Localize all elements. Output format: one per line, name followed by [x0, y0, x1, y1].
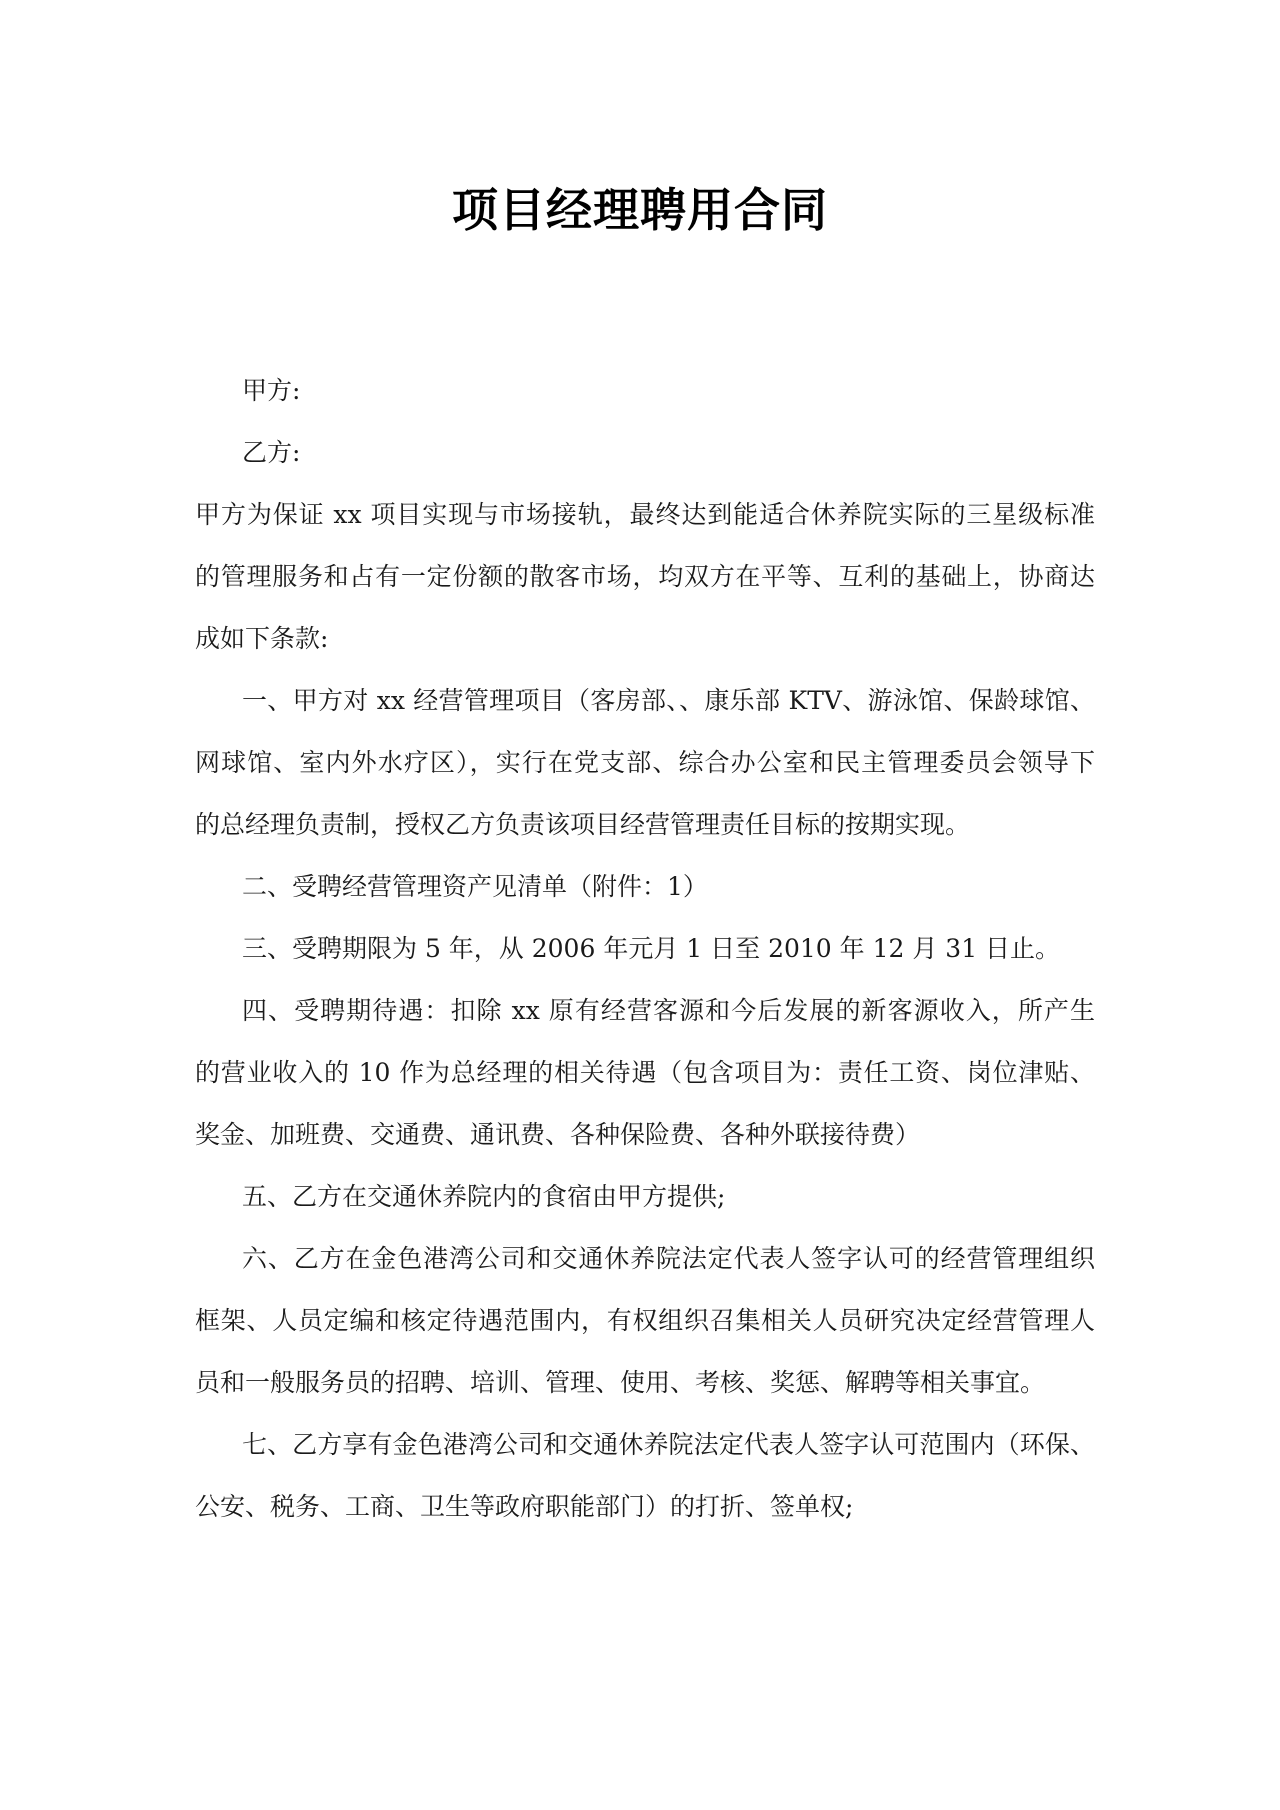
clause-1-line-1: 一、甲方对 xx 经营管理项目（客房部、、康乐部 KTV、游泳馆、保龄球馆、: [242, 686, 1095, 715]
clause-7-line-1: 七、乙方享有金色港湾公司和交通休养院法定代表人签字认可范围内（环保、: [242, 1430, 1095, 1459]
document-title: 项目经理聘用合同: [452, 183, 828, 237]
clause-4-line-2: 的营业收入的 10 作为总经理的相关待遇（包含项目为：责任工资、岗位津贴、: [195, 1058, 1095, 1087]
clause-6-line-2: 框架、人员定编和核定待遇范围内，有权组织召集相关人员研究决定经营管理人: [195, 1306, 1095, 1335]
clause-4-line-3: 奖金、加班费、交通费、通讯费、各种保险费、各种外联接待费）: [195, 1120, 921, 1149]
clause-5: 五、乙方在交通休养院内的食宿由甲方提供;: [242, 1182, 726, 1211]
clause-7-line-2: 公安、税务、工商、卫生等政府职能部门）的打折、签单权;: [195, 1492, 854, 1521]
preamble-line-2: 的管理服务和占有一定份额的散客市场，均双方在平等、互利的基础上，协商达: [195, 562, 1095, 591]
preamble-line-1: 甲方为保证 xx 项目实现与市场接轨，最终达到能适合休养院实际的三星级标准: [195, 500, 1095, 529]
clause-2: 二、受聘经营管理资产见清单（附件：1）: [242, 872, 708, 901]
clause-1-line-2: 网球馆、室内外水疗区），实行在党支部、综合办公室和民主管理委员会领导下: [195, 748, 1095, 777]
clause-1-line-3: 的总经理负责制，授权乙方负责该项目经营管理责任目标的按期实现。: [195, 810, 971, 839]
party-a-line: 甲方:: [242, 376, 301, 405]
preamble-line-3: 成如下条款:: [195, 624, 329, 653]
clause-4-line-1: 四、受聘期待遇：扣除 xx 原有经营客源和今后发展的新客源收入，所产生: [242, 996, 1095, 1025]
clause-3: 三、受聘期限为 5 年，从 2006 年元月 1 日至 2010 年 12 月 31 日止。: [242, 934, 1061, 963]
party-b-line: 乙方:: [242, 438, 301, 467]
clause-6-line-3: 员和一般服务员的招聘、培训、管理、使用、考核、奖惩、解聘等相关事宜。: [195, 1368, 1046, 1397]
clause-6-line-1: 六、乙方在金色港湾公司和交通休养院法定代表人签字认可的经营管理组织: [242, 1244, 1095, 1273]
